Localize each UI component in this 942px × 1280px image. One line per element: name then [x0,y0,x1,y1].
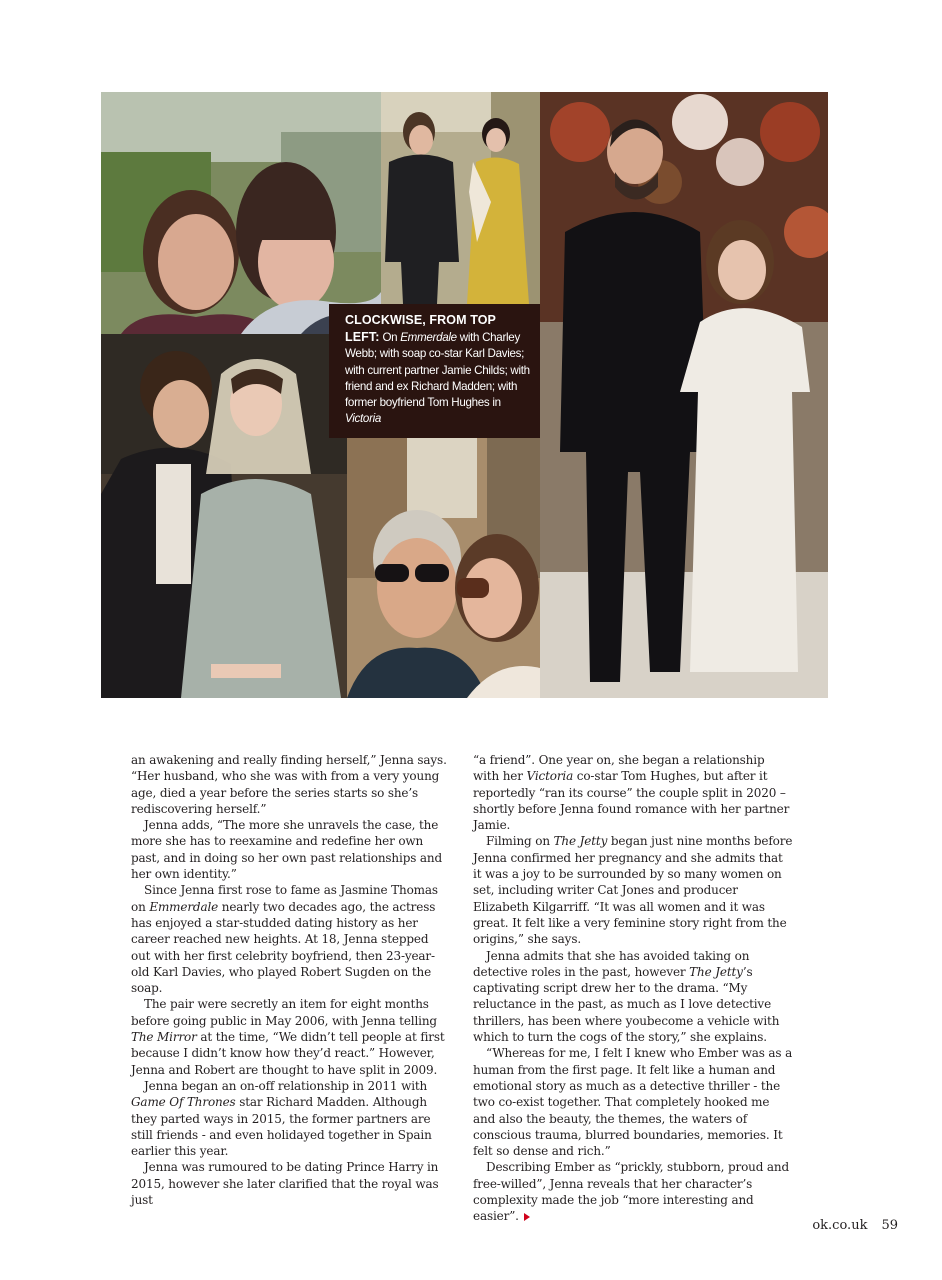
photo-karl-davies [381,92,540,304]
italic-title: The Mirror [131,1030,197,1045]
text-run: at the time, “We didn’t tell people at first because I didn’t know how they’d react.” However, Jenna and Robert are thought to have split in 2009. [131,1030,445,1077]
text-run: Jenna was rumoured to be dating Prince Harry in 2015, however she later clarified that the royal was just [131,1160,439,1208]
italic-title: The Jetty [553,834,608,849]
article-paragraph [131,817,451,882]
text-run: nearly two decades ago, the actress has enjoyed a star-studded dating history as her career reached new heights. At 18, Jenna stepped out with her first celebrity boyfriend, then 23-year-old Karl Davies, who played Robert Sugden on the soap. [131,899,436,996]
photo-emmerdale-charley-webb [101,92,381,334]
photo-jamie-childs [540,92,828,698]
text-run: “Whereas for me, I felt I knew who Ember was as a human from the first page. It felt like a human and emotional story as much as a detective thriller - the two co-exist together. That completely hooked me and also the beauty, the themes, the waters of conscious trauma, blurred boundaries, memories. It felt so dense and rich.” [473,1046,793,1159]
text-run: star Richard Madden. Although they parted ways in 2015, the former partners are still friends - and even holidayed together in Spain earlier this year. [131,1095,432,1159]
article-paragraph [473,948,793,1046]
italic-title: Emmerdale [149,899,219,914]
article-paragraph [131,1159,451,1208]
caption-segment: Victoria [345,412,382,426]
article-paragraph [131,752,451,817]
text-run: an awakening and really finding herself,” Jenna says. “Her husband, who she was with from a very young age, died a year before the series starts so she’s rediscovering herself.” [131,753,447,816]
text-run: ’s captivating script drew her to the drama. “My reluctance in the past, as much as I love detective thrillers, has been where youbecome a vehicle with which to turn the cogs of the story,” she explains. [473,964,780,1045]
article-paragraph [473,833,793,947]
text-run: Filming on [486,834,554,849]
article-paragraph [131,882,451,996]
page-number: 59 [881,1218,898,1233]
text-run: “a friend”. One year on, she began a relationship with her [473,753,765,784]
italic-title: The Jetty [689,964,743,979]
text-run: The pair were secretly an item for eight months before going public in May 2006, with Jenna telling [131,997,437,1028]
caption-segment: Emmerdale [400,331,457,345]
caption-lead: CLOCKWISE, FROM TOP LEFT: [345,313,496,345]
caption-segment: On [379,331,401,345]
article-paragraph [473,1159,793,1224]
text-run: Jenna began an on-off relationship in 2011 with [144,1078,428,1093]
text-run: Jenna admits that she has avoided taking on detective roles in the past, however [473,948,750,979]
italic-title: Victoria [526,769,574,784]
footer-site: ok.co.uk [812,1218,868,1233]
article-column-left [131,752,451,1208]
article-paragraph [473,1045,793,1159]
caption-body [345,331,530,425]
text-run: co-star Tom Hughes, but after it reportedly “ran its course” the couple split in 2020 – shortly before Jenna found romance with her partner Jamie. [473,769,790,833]
photo-richard-madden-selfie [347,438,540,698]
italic-title: Game Of Thrones [131,1095,236,1110]
end-of-article-icon [524,1213,530,1221]
article-paragraph [131,1078,451,1159]
text-run: Jenna adds, “The more she unravels the case, the more she has to reexamine and redefine her own past, and in doing so her own past relationships and her own identity.” [131,818,443,882]
text-run: Describing Ember as “prickly, stubborn, proud and free-willed”, Jenna reveals that her character’s complexity made the job “more interesting and easier”. [473,1160,790,1224]
photo-caption [329,304,540,438]
page-footer [812,1218,898,1233]
caption-segment: with Charley Webb; with soap co-star Karl Davies; with current partner Jamie Childs; with friend and ex Richard Madden; with former boyfriend Tom Hughes in [345,331,530,410]
text-run: Since Jenna first rose to fame as Jasmine Thomas on [131,883,438,914]
article-paragraph [131,996,451,1077]
text-run: began just nine months before Jenna confirmed her pregnancy and she admits that it was a joy to be surrounded by so many women on set, including writer Cat Jones and producer Elizabeth Kilgarriff. “It was all women and it was great. It felt like a very feminine story right from the origins,” she says. [473,834,793,947]
article-column-right [473,752,793,1225]
article-paragraph [473,752,793,833]
photo-victoria-tom-hughes [101,334,347,698]
